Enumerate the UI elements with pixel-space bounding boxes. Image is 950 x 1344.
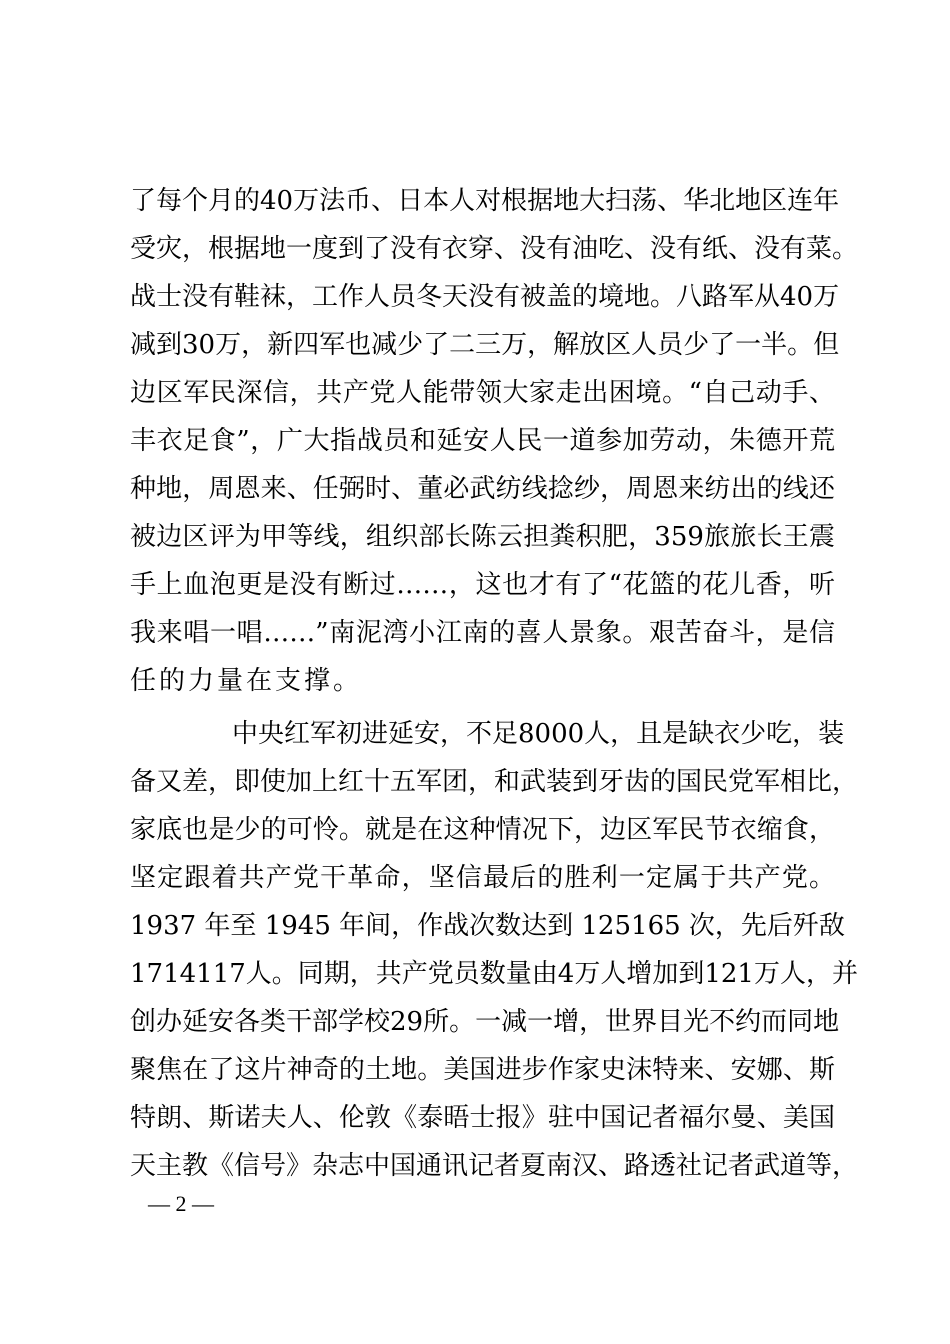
text-line: 战士没有鞋袜，工作人员冬天没有被盖的境地。八路军从40万 [130, 282, 840, 312]
text-line: 坚定跟着共产党干革命，坚信最后的胜利一定属于共产党。 [130, 863, 835, 893]
text-line: 边区军民深信，共产党人能带领大家走出困境。“自己动手、 [130, 378, 835, 408]
text-line: 被边区评为甲等线，组织部长陈云担粪积肥，359旅旅长王震 [130, 522, 835, 552]
text-line: 减到30万，新四军也减少了二三万，解放区人员少了一半。但 [130, 330, 840, 360]
text-line: 了每个月的40万法币、日本人对根据地大扫荡、华北地区连年 [130, 186, 840, 216]
text-line: 天主教《信号》杂志中国通讯记者夏南汉、路透社记者武道等， [130, 1151, 859, 1181]
text-line: 创办延安各类干部学校29所。一减一增，世界目光不约而同地 [130, 1007, 840, 1037]
text-line: 家底也是少的可怜。就是在这种情况下，边区军民节衣缩食， [130, 815, 835, 845]
text-line: 种地，周恩来、任弼时、董必武纺线捻纱，周恩来纺出的线还 [130, 474, 835, 504]
page-number: — 2 — [148, 1191, 214, 1216]
text-line: 备又差，即使加上红十五军团，和武装到牙齿的国民党军相比， [130, 767, 859, 797]
text-line: 1714117人。同期，共产党员数量由4万人增加到121万人，并 [130, 959, 858, 989]
text-line: 手上血泡更是没有断过……，这也才有了“花篮的花儿香，听 [130, 570, 835, 600]
text-line: 聚焦在了这片神奇的土地。美国进步作家史沫特来、安娜、斯 [130, 1055, 835, 1085]
text-line: 任的力量在支撑。 [130, 666, 363, 696]
text-line: 中央红军初进延安，不足8000人，且是缺衣少吃，装 [232, 719, 845, 749]
text-line: 特朗、斯诺夫人、伦敦《泰晤士报》驻中国记者福尔曼、美国 [130, 1103, 835, 1133]
text-line: 受灾，根据地一度到了没有衣穿、没有油吃、没有纸、没有菜。 [130, 234, 859, 264]
text-line: 我来唱一唱……”南泥湾小江南的喜人景象。艰苦奋斗，是信 [130, 618, 835, 648]
text-line: 丰衣足食”，广大指战员和延安人民一道参加劳动，朱德开荒 [130, 426, 835, 456]
text-line: 1937 年至 1945 年间，作战次数达到 125165 次，先后歼敌 [130, 911, 845, 941]
